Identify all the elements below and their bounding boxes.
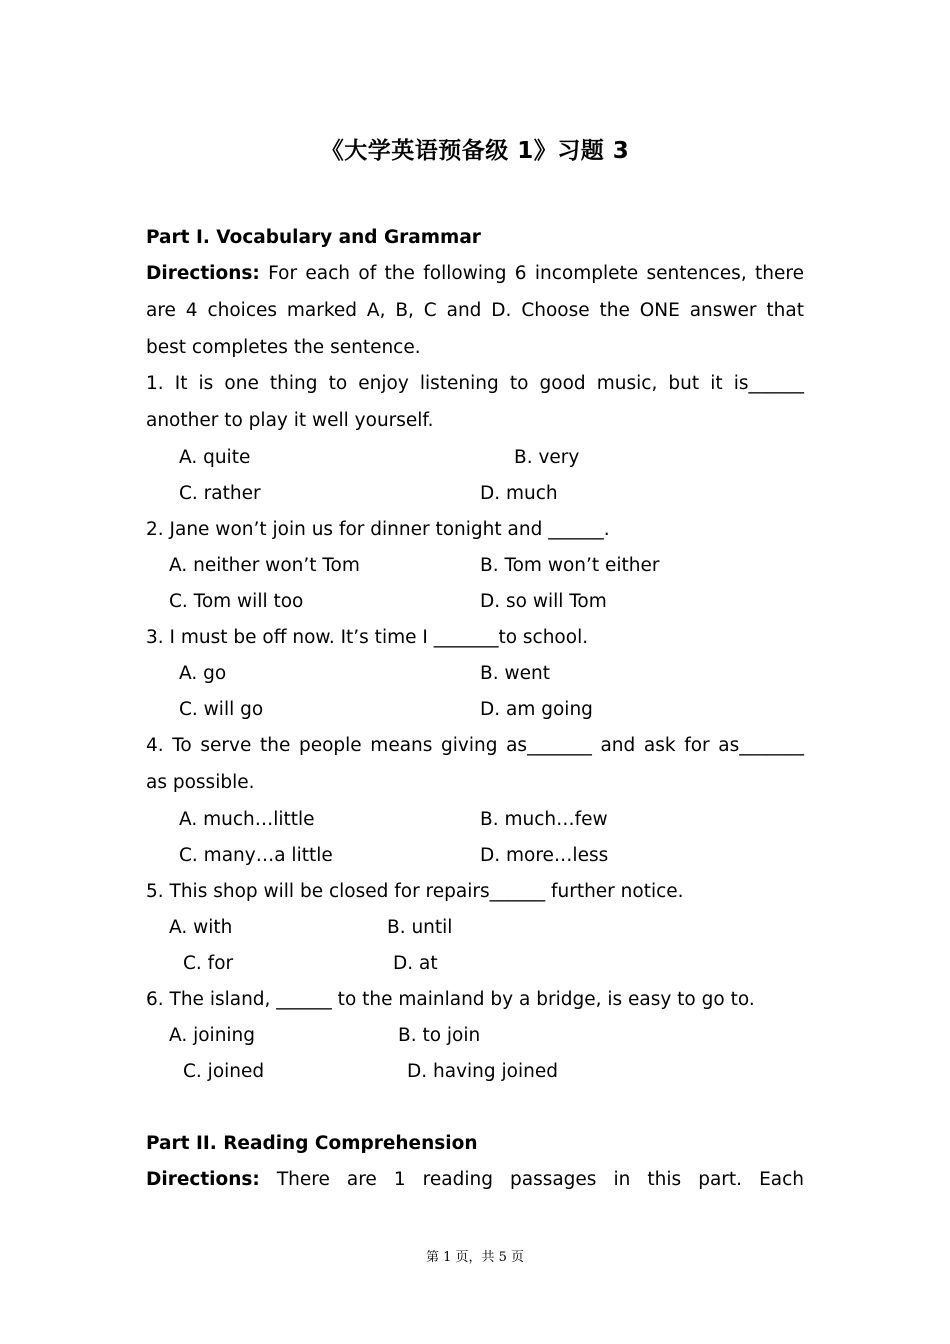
question-3-option-d: D. am going	[480, 699, 593, 720]
question-1-option-c: C. rather	[179, 483, 261, 504]
question-5-option-c: C. for	[183, 953, 234, 974]
question-6-option-a: A. joining	[169, 1025, 256, 1046]
question-1-text: 1. It is one thing to enjoy listening to good music, but it is______	[146, 373, 804, 394]
question-5-option-b: B. until	[387, 917, 453, 938]
directions-label: Directions:	[146, 1169, 260, 1190]
question-2-option-d: D. so will Tom	[480, 591, 607, 612]
question-4-text: 4. To serve the people means giving as_______ and ask for as_______	[146, 735, 804, 756]
part2-directions-line-1	[146, 1168, 804, 1192]
question-5-option-a: A. with	[169, 917, 233, 938]
part1-directions-line-3: best completes the sentence.	[146, 337, 421, 358]
question-2-option-b: B. Tom won’t either	[480, 555, 660, 576]
part1-directions-line-1	[146, 262, 804, 286]
question-2-option-a: A. neither won’t Tom	[169, 555, 360, 576]
question-5-option-d: D. at	[393, 953, 438, 974]
directions-label: Directions:	[146, 263, 260, 284]
question-4-option-d: D. more…less	[480, 845, 609, 866]
question-5-text: 5. This shop will be closed for repairs______ further notice.	[146, 881, 684, 902]
question-3-option-b: B. went	[480, 663, 550, 684]
page-footer: 第 1 页，共 5 页	[425, 1250, 525, 1265]
question-1-option-b: B. very	[514, 447, 580, 468]
question-6-text: 6. The island, ______ to the mainland by a bridge, is easy to go to.	[146, 989, 755, 1010]
question-2-option-c: C. Tom will too	[169, 591, 304, 612]
question-3-option-c: C. will go	[179, 699, 264, 720]
question-3-option-a: A. go	[179, 663, 227, 684]
question-6-option-b: B. to join	[398, 1025, 481, 1046]
question-4-option-b: B. much…few	[480, 809, 608, 830]
question-4-text-cont: as possible.	[146, 772, 255, 793]
question-1-option-d: D. much	[480, 483, 558, 504]
directions-text: There are 1 reading passages in this part. Each	[259, 1169, 804, 1190]
directions-text: For each of the following 6 incomplete sentences, there	[259, 263, 804, 284]
part1-heading: Part I. Vocabulary and Grammar	[146, 227, 481, 248]
question-6-option-d: D. having joined	[407, 1061, 558, 1082]
question-1-text-cont: another to play it well yourself.	[146, 410, 434, 431]
question-3-text: 3. I must be off now. It’s time I _______to school.	[146, 627, 589, 648]
part1-directions-line-2: are 4 choices marked A, B, C and D. Choose the ONE answer that	[146, 300, 804, 321]
question-4-option-a: A. much…little	[179, 809, 315, 830]
question-2-text: 2. Jane won’t join us for dinner tonight and ______.	[146, 519, 610, 540]
question-4-option-c: C. many…a little	[179, 845, 333, 866]
part2-heading: Part II. Reading Comprehension	[146, 1133, 478, 1154]
question-6-option-c: C. joined	[183, 1061, 265, 1082]
document-title: 《大学英语预备级 1》习题 3	[320, 138, 630, 164]
question-1-option-a: A. quite	[179, 447, 251, 468]
